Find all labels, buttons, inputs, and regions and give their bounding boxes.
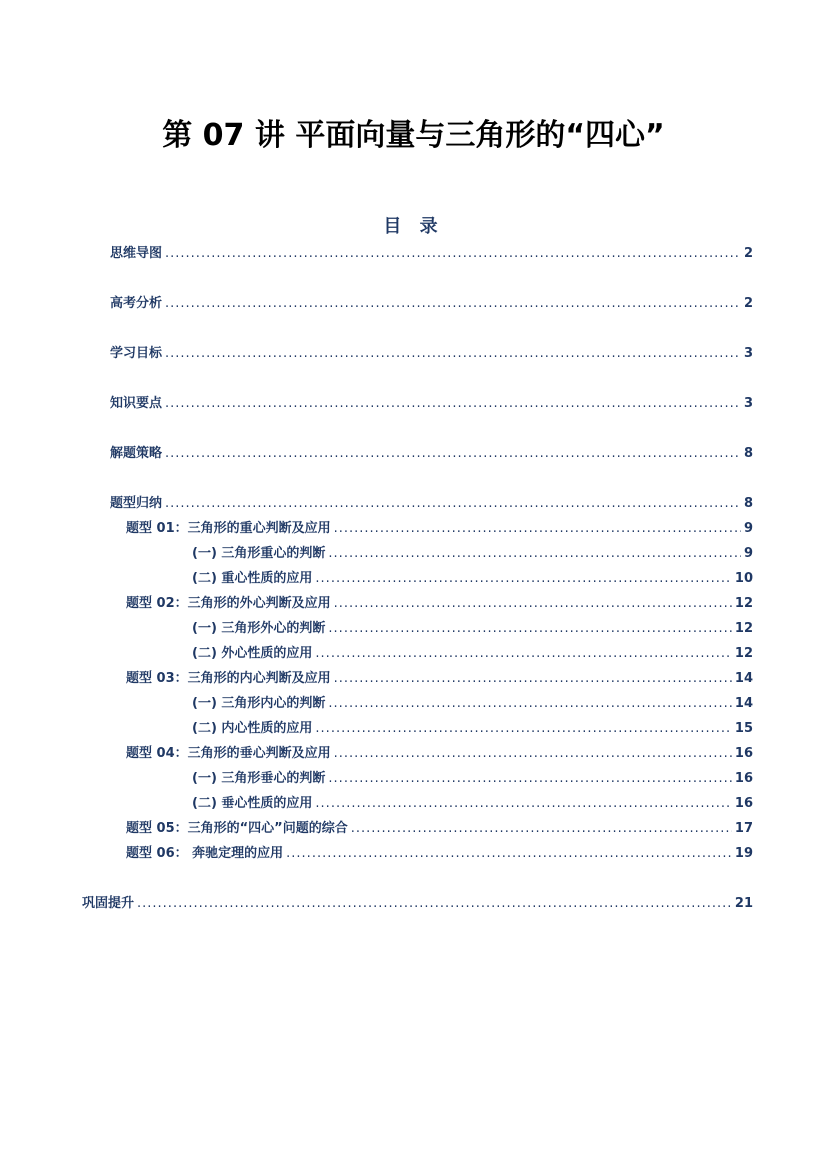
toc-entry-label: (二) 外心性质的应用 [192,646,313,661]
toc-entry[interactable] [82,892,753,912]
toc-leader-dots [315,796,731,811]
toc-entry[interactable] [192,642,753,662]
toc-entry-label: (二) 重心性质的应用 [192,571,313,586]
toc-entry[interactable] [192,567,753,587]
toc-entry-page: 3 [743,346,753,361]
toc-entry[interactable] [110,442,753,462]
toc-entry-page: 21 [734,896,753,911]
toc-entry[interactable] [126,592,753,612]
toc-leader-dots [315,571,731,586]
toc-entry[interactable] [126,817,753,837]
toc-entry-page: 8 [743,496,753,511]
toc-entry-label: 题型 04：三角形的垂心判断及应用 [126,746,331,761]
toc-leader-dots [315,646,731,661]
toc-entry-label: 学习目标 [110,346,163,361]
toc-entry-page: 10 [734,571,753,586]
toc-entry[interactable] [110,342,753,362]
toc-entry-label: (一) 三角形重心的判断 [192,546,326,561]
toc-entry-label: 题型 02：三角形的外心判断及应用 [126,596,331,611]
toc-entry-page: 14 [734,671,753,686]
toc-leader-dots [351,821,732,836]
toc-entry-page: 16 [734,796,753,811]
toc-entry[interactable] [126,517,753,537]
toc-entry[interactable] [192,542,753,562]
toc-leader-dots [165,296,741,311]
toc-leader-dots [328,771,731,786]
toc-entry-page: 9 [743,521,753,536]
toc-entry[interactable] [126,742,753,762]
toc-heading: 目 录 [383,216,444,237]
toc-entry[interactable] [110,492,753,512]
toc-entry-label: 题型 03：三角形的内心判断及应用 [126,671,331,686]
toc-entry-page: 12 [734,646,753,661]
toc-entry-page: 12 [734,596,753,611]
toc-entry[interactable] [192,692,753,712]
toc-leader-dots [334,671,732,686]
toc-entry-label: 题型 01：三角形的重心判断及应用 [126,521,331,536]
toc-leader-dots [328,546,741,561]
toc-leader-dots [315,721,731,736]
toc-entry-label: 解题策略 [110,446,163,461]
toc-entry-page: 2 [743,296,753,311]
toc-leader-dots [334,521,741,536]
toc-entry[interactable] [126,842,753,862]
toc-leader-dots [165,496,741,511]
toc-entry-page: 19 [734,846,753,861]
toc-entry[interactable] [110,292,753,312]
toc-entry-page: 12 [734,621,753,636]
toc-entry-page: 2 [743,246,753,261]
toc-entry-label: (一) 三角形内心的判断 [192,696,326,711]
toc-entry-page: 14 [734,696,753,711]
toc-entry-label: (二) 垂心性质的应用 [192,796,313,811]
toc-entry-page: 15 [734,721,753,736]
toc-leader-dots [328,621,731,636]
toc-leader-dots [334,746,732,761]
toc-entry[interactable] [192,617,753,637]
toc-leader-dots [328,696,731,711]
toc-entry-page: 17 [734,821,753,836]
toc-entry-label: 巩固提升 [82,896,135,911]
toc-entry-label: 题型 06： 奔驰定理的应用 [126,846,284,861]
toc-entry-label: 思维导图 [110,246,163,261]
toc-entry[interactable] [192,792,753,812]
toc-entry-label: 知识要点 [110,396,163,411]
toc-entry[interactable] [192,717,753,737]
toc-leader-dots [165,346,741,361]
toc-leader-dots [334,596,732,611]
toc-entry-page: 16 [734,746,753,761]
toc-leader-dots [165,246,741,261]
toc-entry-page: 3 [743,396,753,411]
toc-leader-dots [165,446,741,461]
toc-entry-page: 8 [743,446,753,461]
toc-entry-label: 题型归纳 [110,496,163,511]
toc-entry[interactable] [110,242,753,262]
toc-leader-dots [137,896,732,911]
toc-entry-page: 9 [743,546,753,561]
toc-entry-label: 题型 05：三角形的“四心”问题的综合 [126,821,348,836]
toc-entry[interactable] [192,767,753,787]
toc-leader-dots [165,396,741,411]
toc-entry-label: (一) 三角形外心的判断 [192,621,326,636]
toc-leader-dots [286,846,732,861]
toc-entry-label: 高考分析 [110,296,163,311]
document-title: 第 07 讲 平面向量与三角形的“四心” [162,118,665,153]
toc-entry[interactable] [110,392,753,412]
toc-entry[interactable] [126,667,753,687]
toc-entry-label: (二) 内心性质的应用 [192,721,313,736]
toc-entry-page: 16 [734,771,753,786]
toc-entry-label: (一) 三角形垂心的判断 [192,771,326,786]
